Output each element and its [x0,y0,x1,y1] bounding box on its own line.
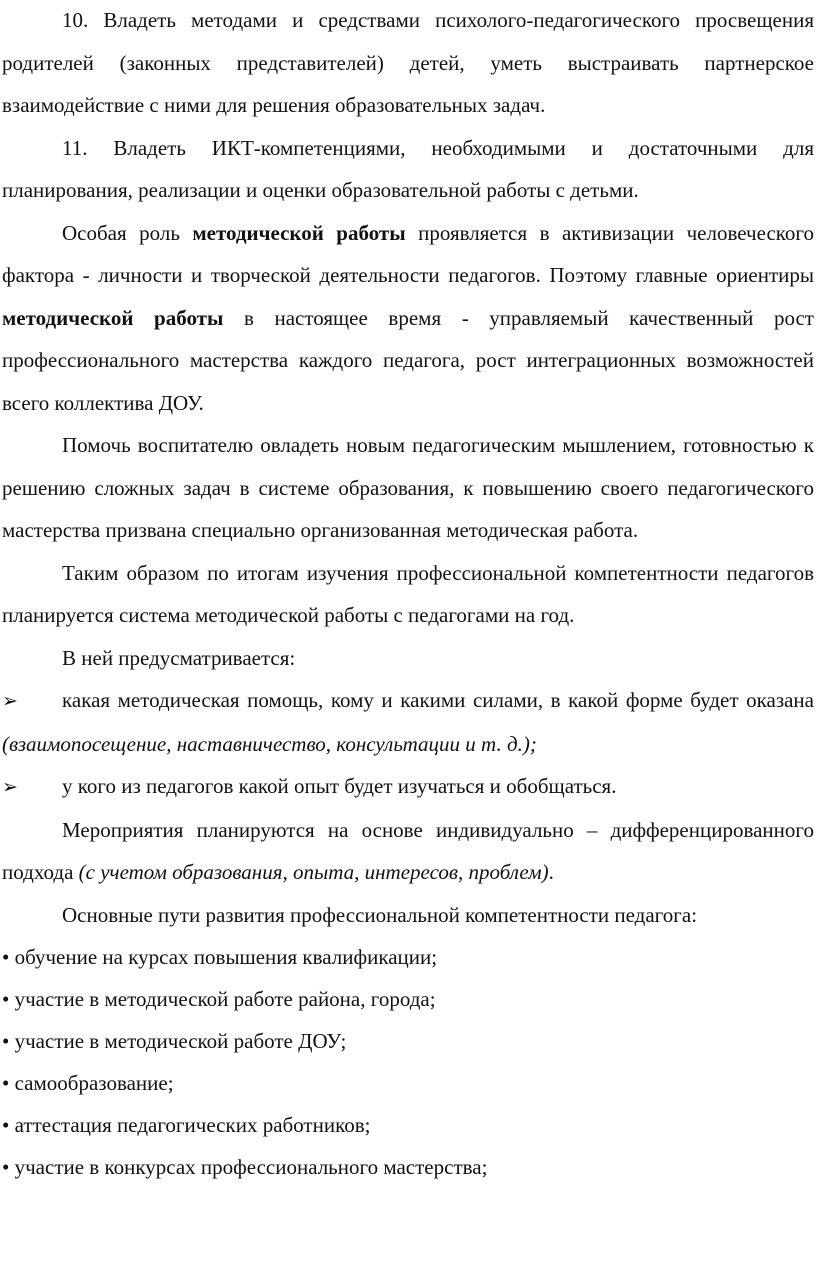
bullet-icon: • [2,1071,10,1095]
paragraph-ways: Основные пути развития профессиональной компетентности педагога: [62,902,698,927]
list-item [2,978,814,1020]
bullet-icon: • [2,1029,10,1053]
bullet-icon: • [2,945,10,969]
text-segment: какая методическая помощь, кому и какими силами, в какой форме будет оказана [62,688,814,712]
bullet-list [2,936,814,1188]
bullet-icon: • [2,987,10,1011]
list-item-text: обучение на курсах повышения квалификации; [14,945,438,969]
arrow-list-item [2,679,814,765]
list-item-text: аттестация педагогических работников; [14,1113,371,1137]
list-item [2,936,814,978]
paragraph-provides: В ней предусматривается: [62,645,296,670]
bullet-icon: • [2,1155,10,1179]
list-item [2,1146,814,1188]
arrow-list-item [2,765,814,809]
paragraph-methodical-role [2,212,814,425]
paragraph-item-10: 10. Владеть методами и средствами психолого-педагогического просвещения родителей (законных представителей) детей, уметь выстраивать партнерское взаимодействие с ними для решения образовательных задач. [2,8,814,117]
list-item-text: самообразование; [14,1071,174,1095]
bold-term: методической работы [192,220,406,245]
italic-note: (взаимопосещение, наставничество, консультации и т. д.); [2,731,537,756]
text-segment: Мероприятия планируются на основе индивидуально – дифференцированного подхода [2,817,814,884]
paragraph-item-11: 11. Владеть ИКТ-компетенциями, необходимыми и достаточными для планирования, реализации и оценки образовательной работы с детьми. [2,135,814,202]
list-item [2,1104,814,1146]
list-item-text: участие в методической работе района, города; [14,987,436,1011]
text-segment: . [548,860,554,884]
arrow-bullet-icon: ➢ [2,690,18,712]
paragraph-events [2,809,814,894]
bullet-icon: • [2,1113,10,1137]
paragraph-system: Таким образом по итогам изучения профессиональной компетентности педагогов планируется система методической работы с педагогами на год. [2,560,814,627]
list-item [2,1020,814,1062]
text-segment: Особая роль [62,220,193,245]
bold-term: методической работы [2,305,224,330]
text-segment: в настоящее время - управляемый качественный рост профессионального мастерства каждого педагога, рост интеграционных возможностей всего коллектива ДОУ. [2,305,814,415]
arrow-bullet-icon: ➢ [2,776,18,798]
text-segment: проявляется в активизации человеческого фактора - личности и творческой деятельности педагогов. Поэтому главные ориентиры [2,220,814,287]
list-item-text: участие в методической работе ДОУ; [14,1029,347,1053]
text-segment: у кого из педагогов какой опыт будет изучаться и обобщаться. [62,774,617,798]
list-item [2,1062,814,1104]
paragraph-help-teacher: Помочь воспитателю овладеть новым педагогическим мышлением, готовностью к решению сложных задач в системе образования, к повышению своего педагогического мастерства призвана специально организованная методическая работа. [2,433,814,542]
list-item-text: участие в конкурсах профессионального мастерства; [14,1155,488,1179]
italic-note: (с учетом образования, опыта, интересов, проблем) [78,860,549,884]
